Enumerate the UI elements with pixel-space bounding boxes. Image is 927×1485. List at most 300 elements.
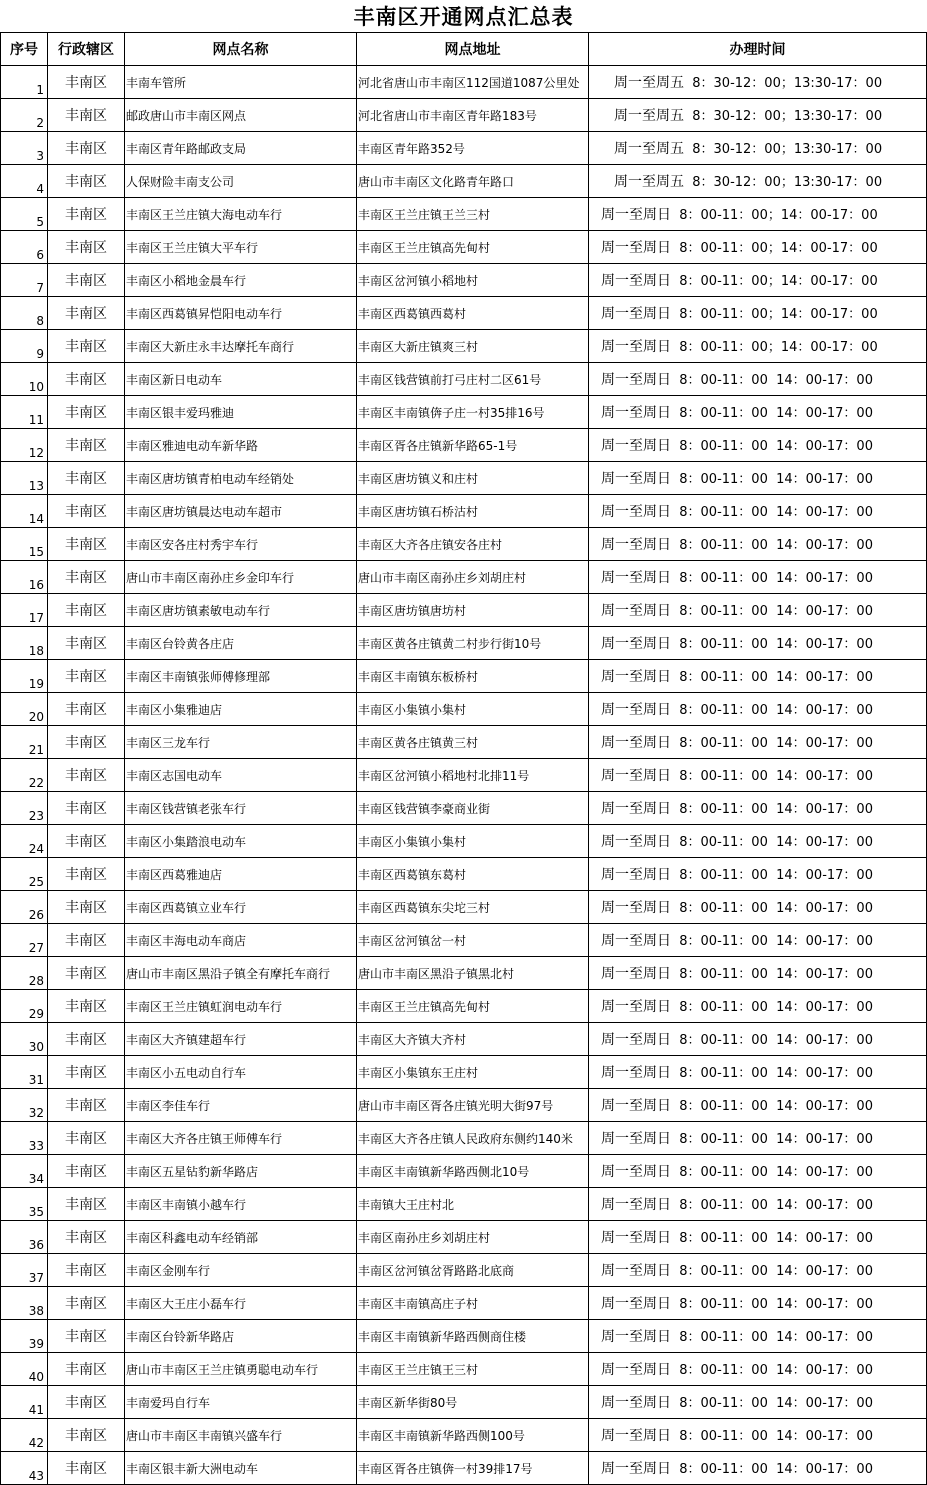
row-outlet-name: 丰南区安各庄村秀宇车行 xyxy=(125,528,357,561)
row-index: 23 xyxy=(1,792,48,825)
row-business-hours xyxy=(589,330,927,363)
row-outlet-address: 丰南区丰南镇新华路西侧商住楼 xyxy=(357,1320,589,1353)
row-district: 丰南区 xyxy=(48,396,125,429)
row-district: 丰南区 xyxy=(48,1023,125,1056)
table-row xyxy=(1,429,927,462)
row-hours-days: 周一至周五 xyxy=(614,108,684,124)
table-row xyxy=(1,990,927,1023)
row-hours-time: 8：00-11：00 14：00-17：00 xyxy=(679,769,873,784)
row-hours-time: 8：00-11：00 14：00-17：00 xyxy=(679,802,873,817)
row-hours-days: 周一至周日 xyxy=(601,867,671,883)
outlets-table xyxy=(0,32,927,1485)
row-index: 1 xyxy=(1,66,48,99)
row-outlet-name: 唐山市丰南区王兰庄镇勇聪电动车行 xyxy=(125,1353,357,1386)
row-index: 40 xyxy=(1,1353,48,1386)
row-index: 35 xyxy=(1,1188,48,1221)
table-row xyxy=(1,594,927,627)
row-hours-days: 周一至周日 xyxy=(601,1131,671,1147)
table-row xyxy=(1,1122,927,1155)
row-district: 丰南区 xyxy=(48,231,125,264)
row-hours-days: 周一至周日 xyxy=(601,1098,671,1114)
row-hours-days: 周一至周日 xyxy=(601,735,671,751)
row-hours-days: 周一至周日 xyxy=(601,933,671,949)
table-row xyxy=(1,495,927,528)
row-outlet-address: 河北省唐山市丰南区青年路183号 xyxy=(357,99,589,132)
table-row xyxy=(1,1221,927,1254)
row-outlet-address: 丰南区西葛镇东葛村 xyxy=(357,858,589,891)
row-index: 24 xyxy=(1,825,48,858)
row-outlet-address: 丰南区大齐各庄镇人民政府东侧约140米 xyxy=(357,1122,589,1155)
row-district: 丰南区 xyxy=(48,1056,125,1089)
row-index: 14 xyxy=(1,495,48,528)
row-business-hours xyxy=(589,957,927,990)
header-row xyxy=(1,33,927,66)
row-district: 丰南区 xyxy=(48,660,125,693)
row-hours-days: 周一至周日 xyxy=(601,570,671,586)
row-district: 丰南区 xyxy=(48,363,125,396)
row-outlet-address: 丰南区小集镇小集村 xyxy=(357,825,589,858)
row-district: 丰南区 xyxy=(48,957,125,990)
row-hours-days: 周一至周日 xyxy=(601,537,671,553)
row-outlet-name: 唐山市丰南区丰南镇兴盛车行 xyxy=(125,1419,357,1452)
row-hours-time: 8：00-11：00 14：00-17：00 xyxy=(679,637,873,652)
row-outlet-name: 丰南区西葛雅迪店 xyxy=(125,858,357,891)
row-business-hours xyxy=(589,132,927,165)
row-index: 6 xyxy=(1,231,48,264)
table-row xyxy=(1,1023,927,1056)
row-outlet-name: 丰南区王兰庄镇大海电动车行 xyxy=(125,198,357,231)
row-business-hours xyxy=(589,1452,927,1485)
row-hours-days: 周一至周日 xyxy=(601,1230,671,1246)
row-outlet-name: 丰南车管所 xyxy=(125,66,357,99)
row-outlet-address: 丰南区丰南镇新华路西侧100号 xyxy=(357,1419,589,1452)
row-outlet-name: 丰南区小集踏浪电动车 xyxy=(125,825,357,858)
row-district: 丰南区 xyxy=(48,1452,125,1485)
header-index: 序号 xyxy=(1,33,48,66)
row-index: 31 xyxy=(1,1056,48,1089)
row-hours-time: 8：00-11：00 14：00-17：00 xyxy=(679,439,873,454)
row-outlet-address: 丰南区唐坊镇唐坊村 xyxy=(357,594,589,627)
row-outlet-address: 丰南区唐坊镇义和庄村 xyxy=(357,462,589,495)
row-outlet-address: 丰南镇大王庄村北 xyxy=(357,1188,589,1221)
row-outlet-name: 人保财险丰南支公司 xyxy=(125,165,357,198)
row-outlet-name: 丰南区三龙车行 xyxy=(125,726,357,759)
table-row xyxy=(1,330,927,363)
row-index: 7 xyxy=(1,264,48,297)
row-hours-time: 8：00-11：00 14：00-17：00 xyxy=(679,1099,873,1114)
table-row xyxy=(1,1287,927,1320)
row-index: 27 xyxy=(1,924,48,957)
row-hours-days: 周一至周日 xyxy=(601,438,671,454)
row-outlet-address: 丰南区丰南镇东板桥村 xyxy=(357,660,589,693)
header-business-hours: 办理时间 xyxy=(589,33,927,66)
row-hours-days: 周一至周日 xyxy=(601,900,671,916)
table-row xyxy=(1,561,927,594)
table-row xyxy=(1,1320,927,1353)
row-hours-time: 8：00-11：00 14：00-17：00 xyxy=(679,1165,873,1180)
table-row xyxy=(1,198,927,231)
row-hours-days: 周一至周日 xyxy=(601,1395,671,1411)
row-outlet-address: 丰南区黄各庄镇黄二村步行街10号 xyxy=(357,627,589,660)
row-hours-days: 周一至周日 xyxy=(601,1461,671,1477)
row-outlet-address: 丰南区钱营镇李豪商业街 xyxy=(357,792,589,825)
row-hours-days: 周一至周日 xyxy=(601,1032,671,1048)
row-business-hours xyxy=(589,1056,927,1089)
row-district: 丰南区 xyxy=(48,429,125,462)
row-index: 25 xyxy=(1,858,48,891)
row-hours-time: 8：00-11：00 14：00-17：00 xyxy=(679,967,873,982)
row-outlet-address: 丰南区岔河镇小稻地村 xyxy=(357,264,589,297)
row-business-hours xyxy=(589,198,927,231)
row-district: 丰南区 xyxy=(48,330,125,363)
table-row xyxy=(1,1155,927,1188)
row-outlet-address: 丰南区王兰庄镇高先甸村 xyxy=(357,990,589,1023)
table-row xyxy=(1,1056,927,1089)
row-outlet-address: 丰南区丰南镇高庄子村 xyxy=(357,1287,589,1320)
row-district: 丰南区 xyxy=(48,297,125,330)
row-index: 42 xyxy=(1,1419,48,1452)
row-hours-time: 8：00-11：00 14：00-17：00 xyxy=(679,472,873,487)
row-outlet-name: 丰南区小稻地金晨车行 xyxy=(125,264,357,297)
row-business-hours xyxy=(589,1023,927,1056)
row-outlet-address: 丰南区王兰庄镇王三村 xyxy=(357,1353,589,1386)
row-outlet-name: 丰南区王兰庄镇大平车行 xyxy=(125,231,357,264)
row-district: 丰南区 xyxy=(48,198,125,231)
row-business-hours xyxy=(589,594,927,627)
row-index: 5 xyxy=(1,198,48,231)
table-row xyxy=(1,726,927,759)
row-hours-days: 周一至周日 xyxy=(601,768,671,784)
row-index: 36 xyxy=(1,1221,48,1254)
page-title: 丰南区开通网点汇总表 xyxy=(353,5,574,29)
row-business-hours xyxy=(589,429,927,462)
row-outlet-name: 丰南区李佳车行 xyxy=(125,1089,357,1122)
row-outlet-address: 丰南区唐坊镇石桥沽村 xyxy=(357,495,589,528)
row-hours-time: 8：00-11：00 14：00-17：00 xyxy=(679,901,873,916)
row-outlet-address: 丰南区胥各庄镇新华路65-1号 xyxy=(357,429,589,462)
row-hours-time: 8：00-11：00 14：00-17：00 xyxy=(679,1000,873,1015)
row-outlet-name: 丰南区唐坊镇晨达电动车超市 xyxy=(125,495,357,528)
row-index: 30 xyxy=(1,1023,48,1056)
row-business-hours xyxy=(589,1254,927,1287)
row-hours-time: 8：00-11：00；14：00-17：00 xyxy=(679,208,878,223)
table-row xyxy=(1,660,927,693)
row-district: 丰南区 xyxy=(48,825,125,858)
table-row xyxy=(1,99,927,132)
row-index: 43 xyxy=(1,1452,48,1485)
row-outlet-address: 丰南区新华街80号 xyxy=(357,1386,589,1419)
row-index: 15 xyxy=(1,528,48,561)
row-outlet-name: 邮政唐山市丰南区网点 xyxy=(125,99,357,132)
table-row xyxy=(1,66,927,99)
row-district: 丰南区 xyxy=(48,627,125,660)
header-outlet-address: 网点地址 xyxy=(357,33,589,66)
row-business-hours xyxy=(589,792,927,825)
row-hours-time: 8：00-11：00；14：00-17：00 xyxy=(679,274,878,289)
row-hours-time: 8：00-11：00 14：00-17：00 xyxy=(679,868,873,883)
row-outlet-address: 丰南区小集镇东王庄村 xyxy=(357,1056,589,1089)
row-outlet-address: 丰南区丰南镇新华路西侧北10号 xyxy=(357,1155,589,1188)
row-hours-time: 8：00-11：00 14：00-17：00 xyxy=(679,1462,873,1477)
row-outlet-name: 丰南区台铃黄各庄店 xyxy=(125,627,357,660)
row-outlet-name: 丰南区小集雅迪店 xyxy=(125,693,357,726)
row-business-hours xyxy=(589,825,927,858)
row-hours-days: 周一至周日 xyxy=(601,1263,671,1279)
row-outlet-address: 唐山市丰南区文化路青年路口 xyxy=(357,165,589,198)
row-hours-time: 8：00-11：00 14：00-17：00 xyxy=(679,1066,873,1081)
row-outlet-name: 丰南区青年路邮政支局 xyxy=(125,132,357,165)
row-outlet-address: 河北省唐山市丰南区112国道1087公里处 xyxy=(357,66,589,99)
table-row xyxy=(1,1386,927,1419)
row-hours-time: 8：00-11：00 14：00-17：00 xyxy=(679,406,873,421)
row-outlet-name: 丰南区西葛镇昇恺阳电动车行 xyxy=(125,297,357,330)
row-business-hours xyxy=(589,1089,927,1122)
row-index: 26 xyxy=(1,891,48,924)
row-index: 38 xyxy=(1,1287,48,1320)
row-hours-days: 周一至周五 xyxy=(614,75,684,91)
row-business-hours xyxy=(589,1320,927,1353)
row-index: 8 xyxy=(1,297,48,330)
row-hours-time: 8：00-11：00 14：00-17：00 xyxy=(679,1297,873,1312)
table-row xyxy=(1,297,927,330)
row-outlet-address: 丰南区岔河镇小稻地村北排11号 xyxy=(357,759,589,792)
table-row xyxy=(1,693,927,726)
table-row xyxy=(1,627,927,660)
row-hours-days: 周一至周日 xyxy=(601,966,671,982)
row-business-hours xyxy=(589,726,927,759)
row-index: 19 xyxy=(1,660,48,693)
row-outlet-name: 丰南区金刚车行 xyxy=(125,1254,357,1287)
row-business-hours xyxy=(589,1353,927,1386)
row-hours-days: 周一至周日 xyxy=(601,603,671,619)
table-row xyxy=(1,264,927,297)
row-outlet-name: 丰南区西葛镇立业车行 xyxy=(125,891,357,924)
row-outlet-name: 丰南区五星钻豹新华路店 xyxy=(125,1155,357,1188)
row-hours-time: 8：00-11：00 14：00-17：00 xyxy=(679,934,873,949)
row-outlet-name: 丰南区大齐镇建超车行 xyxy=(125,1023,357,1056)
row-outlet-name: 丰南区丰南镇小越车行 xyxy=(125,1188,357,1221)
row-hours-time: 8：00-11：00；14：00-17：00 xyxy=(679,307,878,322)
row-district: 丰南区 xyxy=(48,792,125,825)
row-outlet-address: 丰南区王兰庄镇高先甸村 xyxy=(357,231,589,264)
row-district: 丰南区 xyxy=(48,1122,125,1155)
row-business-hours xyxy=(589,1386,927,1419)
row-business-hours xyxy=(589,165,927,198)
row-outlet-name: 丰南区台铃新华路店 xyxy=(125,1320,357,1353)
row-hours-time: 8：00-11：00 14：00-17：00 xyxy=(679,1363,873,1378)
row-business-hours xyxy=(589,297,927,330)
row-hours-time: 8：30-12：00；13:30-17：00 xyxy=(692,76,883,91)
row-hours-time: 8：30-12：00；13:30-17：00 xyxy=(692,142,883,157)
table-row xyxy=(1,363,927,396)
table-row xyxy=(1,759,927,792)
row-hours-days: 周一至周日 xyxy=(601,339,671,355)
row-hours-time: 8：00-11：00 14：00-17：00 xyxy=(679,1396,873,1411)
row-hours-time: 8：30-12：00；13:30-17：00 xyxy=(692,109,883,124)
row-index: 41 xyxy=(1,1386,48,1419)
row-business-hours xyxy=(589,66,927,99)
row-index: 37 xyxy=(1,1254,48,1287)
row-hours-days: 周一至周日 xyxy=(601,1329,671,1345)
row-district: 丰南区 xyxy=(48,1419,125,1452)
row-district: 丰南区 xyxy=(48,561,125,594)
table-row xyxy=(1,528,927,561)
row-district: 丰南区 xyxy=(48,1221,125,1254)
row-index: 21 xyxy=(1,726,48,759)
row-district: 丰南区 xyxy=(48,99,125,132)
row-district: 丰南区 xyxy=(48,693,125,726)
table-row xyxy=(1,924,927,957)
row-district: 丰南区 xyxy=(48,132,125,165)
row-hours-days: 周一至周日 xyxy=(601,1197,671,1213)
row-business-hours xyxy=(589,924,927,957)
row-outlet-address: 丰南区西葛镇西葛村 xyxy=(357,297,589,330)
row-index: 16 xyxy=(1,561,48,594)
row-outlet-name: 丰南区小五电动自行车 xyxy=(125,1056,357,1089)
row-index: 2 xyxy=(1,99,48,132)
table-row xyxy=(1,891,927,924)
row-outlet-name: 丰南区雅迪电动车新华路 xyxy=(125,429,357,462)
row-index: 4 xyxy=(1,165,48,198)
row-outlet-address: 丰南区丰南镇倴子庄一村35排16号 xyxy=(357,396,589,429)
row-district: 丰南区 xyxy=(48,594,125,627)
row-district: 丰南区 xyxy=(48,1320,125,1353)
row-business-hours xyxy=(589,627,927,660)
row-outlet-name: 丰南区科鑫电动车经销部 xyxy=(125,1221,357,1254)
row-district: 丰南区 xyxy=(48,858,125,891)
row-hours-time: 8：00-11：00 14：00-17：00 xyxy=(679,670,873,685)
row-business-hours xyxy=(589,990,927,1023)
row-business-hours xyxy=(589,1188,927,1221)
row-hours-days: 周一至周日 xyxy=(601,1065,671,1081)
row-outlet-name: 丰南区志国电动车 xyxy=(125,759,357,792)
row-outlet-name: 丰南区唐坊镇素敏电动车行 xyxy=(125,594,357,627)
row-district: 丰南区 xyxy=(48,924,125,957)
row-hours-days: 周一至周日 xyxy=(601,636,671,652)
row-hours-days: 周一至周日 xyxy=(601,207,671,223)
row-hours-days: 周一至周日 xyxy=(601,372,671,388)
row-business-hours xyxy=(589,1155,927,1188)
row-business-hours xyxy=(589,1419,927,1452)
row-index: 13 xyxy=(1,462,48,495)
header-district: 行政辖区 xyxy=(48,33,125,66)
row-business-hours xyxy=(589,99,927,132)
row-hours-time: 8：00-11：00 14：00-17：00 xyxy=(679,373,873,388)
table-row xyxy=(1,1419,927,1452)
row-hours-time: 8：30-12：00；13:30-17：00 xyxy=(692,175,883,190)
row-business-hours xyxy=(589,1287,927,1320)
row-district: 丰南区 xyxy=(48,891,125,924)
row-hours-days: 周一至周日 xyxy=(601,240,671,256)
row-outlet-address: 丰南区黄各庄镇黄三村 xyxy=(357,726,589,759)
row-outlet-name: 丰南区大齐各庄镇王师傅车行 xyxy=(125,1122,357,1155)
row-outlet-address: 唐山市丰南区胥各庄镇光明大街97号 xyxy=(357,1089,589,1122)
row-hours-time: 8：00-11：00 14：00-17：00 xyxy=(679,604,873,619)
row-index: 22 xyxy=(1,759,48,792)
table-row xyxy=(1,858,927,891)
row-district: 丰南区 xyxy=(48,495,125,528)
row-business-hours xyxy=(589,462,927,495)
row-hours-time: 8：00-11：00 14：00-17：00 xyxy=(679,505,873,520)
row-district: 丰南区 xyxy=(48,1353,125,1386)
row-hours-time: 8：00-11：00 14：00-17：00 xyxy=(679,1132,873,1147)
row-district: 丰南区 xyxy=(48,1188,125,1221)
row-index: 33 xyxy=(1,1122,48,1155)
row-hours-time: 8：00-11：00；14：00-17：00 xyxy=(679,340,878,355)
row-business-hours xyxy=(589,759,927,792)
row-hours-days: 周一至周日 xyxy=(601,1362,671,1378)
row-outlet-name: 唐山市丰南区黑沿子镇全有摩托车商行 xyxy=(125,957,357,990)
row-hours-days: 周一至周日 xyxy=(601,306,671,322)
row-outlet-address: 唐山市丰南区黑沿子镇黑北村 xyxy=(357,957,589,990)
table-body xyxy=(1,66,927,1485)
row-hours-days: 周一至周日 xyxy=(601,273,671,289)
row-business-hours xyxy=(589,495,927,528)
table-row xyxy=(1,1353,927,1386)
row-hours-time: 8：00-11：00 14：00-17：00 xyxy=(679,835,873,850)
row-index: 17 xyxy=(1,594,48,627)
row-outlet-address: 丰南区大新庄镇爽三村 xyxy=(357,330,589,363)
row-outlet-name: 丰南区钱营镇老张车行 xyxy=(125,792,357,825)
row-outlet-address: 丰南区王兰庄镇王兰三村 xyxy=(357,198,589,231)
row-district: 丰南区 xyxy=(48,66,125,99)
row-hours-time: 8：00-11：00 14：00-17：00 xyxy=(679,703,873,718)
row-business-hours xyxy=(589,1122,927,1155)
row-index: 29 xyxy=(1,990,48,1023)
row-hours-days: 周一至周日 xyxy=(601,405,671,421)
row-district: 丰南区 xyxy=(48,1287,125,1320)
row-business-hours xyxy=(589,1221,927,1254)
row-hours-days: 周一至周日 xyxy=(601,801,671,817)
row-outlet-address: 丰南区西葛镇东尖坨三村 xyxy=(357,891,589,924)
row-business-hours xyxy=(589,891,927,924)
row-index: 18 xyxy=(1,627,48,660)
header-outlet-name: 网点名称 xyxy=(125,33,357,66)
row-outlet-address: 丰南区大齐镇大齐村 xyxy=(357,1023,589,1056)
table-row xyxy=(1,462,927,495)
row-hours-days: 周一至周日 xyxy=(601,1296,671,1312)
row-district: 丰南区 xyxy=(48,1254,125,1287)
row-business-hours xyxy=(589,660,927,693)
row-outlet-name: 丰南区唐坊镇青柏电动车经销处 xyxy=(125,462,357,495)
row-district: 丰南区 xyxy=(48,1089,125,1122)
row-business-hours xyxy=(589,561,927,594)
row-outlet-address: 丰南区岔河镇岔一村 xyxy=(357,924,589,957)
row-index: 34 xyxy=(1,1155,48,1188)
row-hours-time: 8：00-11：00 14：00-17：00 xyxy=(679,538,873,553)
row-outlet-name: 丰南爱玛自行车 xyxy=(125,1386,357,1419)
row-hours-days: 周一至周日 xyxy=(601,999,671,1015)
row-outlet-name: 丰南区大新庄永丰达摩托车商行 xyxy=(125,330,357,363)
row-district: 丰南区 xyxy=(48,264,125,297)
row-business-hours xyxy=(589,396,927,429)
row-district: 丰南区 xyxy=(48,726,125,759)
row-hours-time: 8：00-11：00 14：00-17：00 xyxy=(679,571,873,586)
row-outlet-name: 唐山市丰南区南孙庄乡金印车行 xyxy=(125,561,357,594)
row-district: 丰南区 xyxy=(48,1155,125,1188)
row-hours-time: 8：00-11：00 14：00-17：00 xyxy=(679,1231,873,1246)
row-hours-time: 8：00-11：00 14：00-17：00 xyxy=(679,736,873,751)
row-hours-days: 周一至周日 xyxy=(601,471,671,487)
row-hours-days: 周一至周五 xyxy=(614,141,684,157)
row-district: 丰南区 xyxy=(48,990,125,1023)
table-row xyxy=(1,1254,927,1287)
row-district: 丰南区 xyxy=(48,165,125,198)
table-row xyxy=(1,957,927,990)
row-hours-days: 周一至周日 xyxy=(601,702,671,718)
table-row xyxy=(1,231,927,264)
row-business-hours xyxy=(589,264,927,297)
